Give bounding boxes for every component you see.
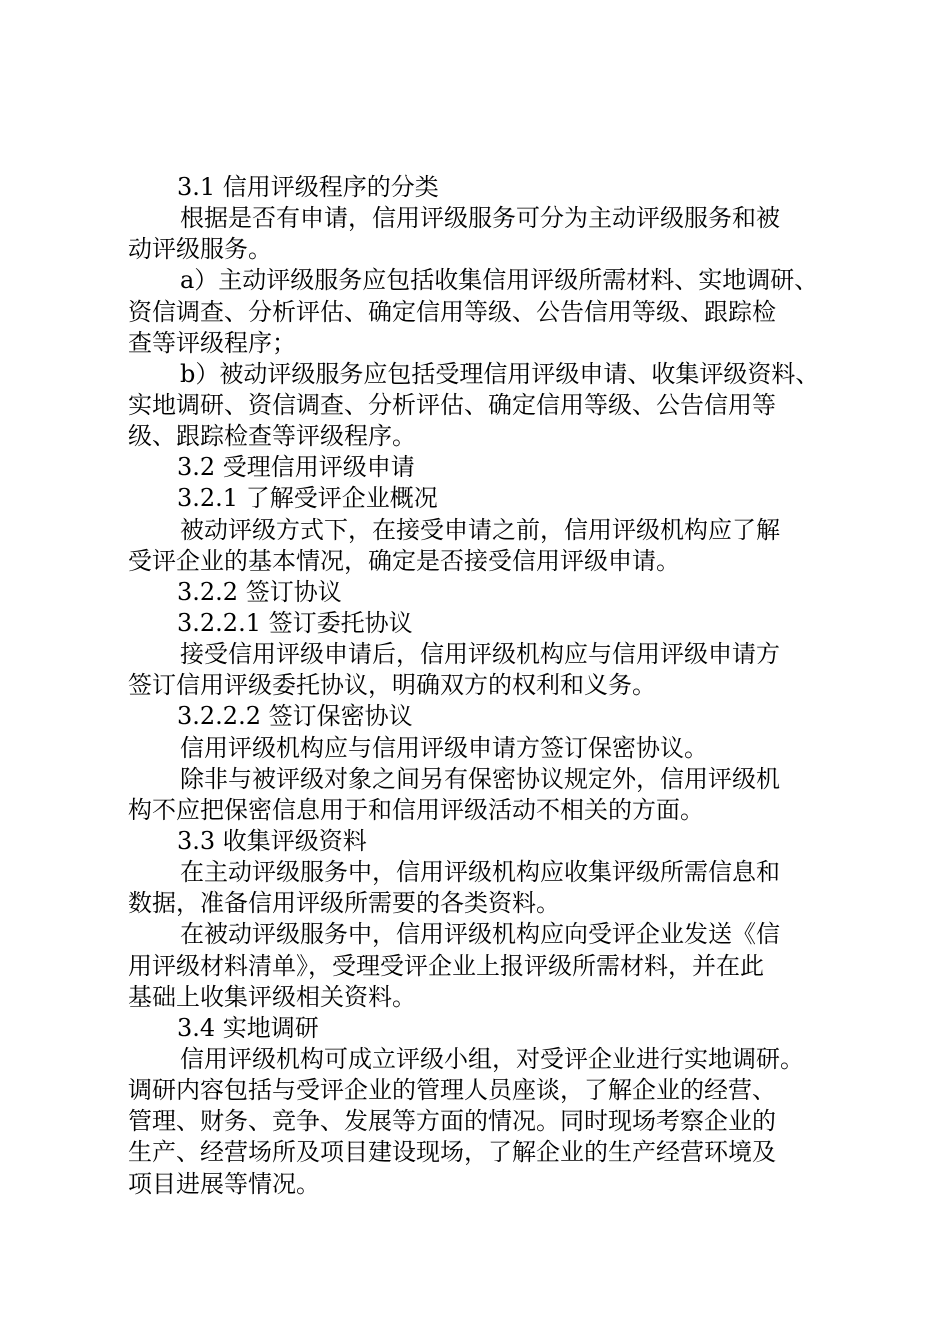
paragraph-line: 信用评级机构应与信用评级申请方签订保密协议。 (180, 733, 708, 762)
paragraph-line: 签订信用评级委托协议，明确双方的权利和义务。 (128, 671, 656, 700)
list-item-b-line: 实地调研、资信调查、分析评估、确定信用等级、公告信用等 (128, 390, 776, 419)
paragraph-line: 管理、财务、竞争、发展等方面的情况。同时现场考察企业的 (128, 1107, 776, 1136)
paragraph-line: 构不应把保密信息用于和信用评级活动不相关的方面。 (128, 795, 704, 824)
section-heading: 3.2 受理信用评级申请 (177, 453, 415, 482)
paragraph-line: 生产、经营场所及项目建设现场，了解企业的生产经营环境及 (128, 1138, 776, 1167)
paragraph-line: 在被动评级服务中，信用评级机构应向受评企业发送《信 (180, 920, 780, 949)
paragraph-line: 被动评级方式下，在接受申请之前，信用评级机构应了解 (180, 515, 780, 544)
subsection-heading: 3.2.2.1 签订委托协议 (177, 608, 413, 637)
list-item-a-line: 查等评级程序； (128, 328, 296, 357)
paragraph-line: 根据是否有申请，信用评级服务可分为主动评级服务和被 (180, 204, 780, 233)
paragraph-line: 基础上收集评级相关资料。 (128, 982, 416, 1011)
paragraph-line: 用评级材料清单》，受理受评企业上报评级所需材料，并在此 (128, 951, 764, 980)
paragraph-line: 项目进展等情况。 (128, 1169, 320, 1198)
subsection-heading: 3.2.2.2 签订保密协议 (177, 702, 413, 731)
subsection-heading: 3.2.2 签订协议 (177, 577, 342, 606)
paragraph-line: 信用评级机构可成立评级小组，对受评企业进行实地调研。 (180, 1044, 804, 1073)
section-heading: 3.4 实地调研 (177, 1013, 319, 1042)
paragraph-line: 在主动评级服务中，信用评级机构应收集评级所需信息和 (180, 858, 780, 887)
paragraph-line: 调研内容包括与受评企业的管理人员座谈，了解企业的经营、 (128, 1076, 776, 1105)
paragraph-line: 受评企业的基本情况，确定是否接受信用评级申请。 (128, 546, 680, 575)
paragraph-line: 接受信用评级申请后，信用评级机构应与信用评级申请方 (180, 640, 780, 669)
list-item-a-line: 资信调查、分析评估、确定信用等级、公告信用等级、跟踪检 (128, 297, 776, 326)
document-body (128, 172, 848, 1200)
subsection-heading: 3.2.1 了解受评企业概况 (177, 484, 438, 513)
section-heading: 3.3 收集评级资料 (177, 826, 367, 855)
paragraph-line: 数据，准备信用评级所需要的各类资料。 (128, 889, 560, 918)
paragraph-line: 动评级服务。 (128, 235, 272, 264)
list-item-b-line: b）被动评级服务应包括受理信用评级申请、收集评级资料、 (180, 359, 820, 388)
section-heading: 3.1 信用评级程序的分类 (177, 173, 439, 201)
list-item-a-line: a）主动评级服务应包括收集信用评级所需材料、实地调研、 (180, 266, 819, 295)
list-item-b-line: 级、跟踪检查等评级程序。 (128, 422, 416, 451)
paragraph-line: 除非与被评级对象之间另有保密协议规定外，信用评级机 (180, 764, 780, 793)
